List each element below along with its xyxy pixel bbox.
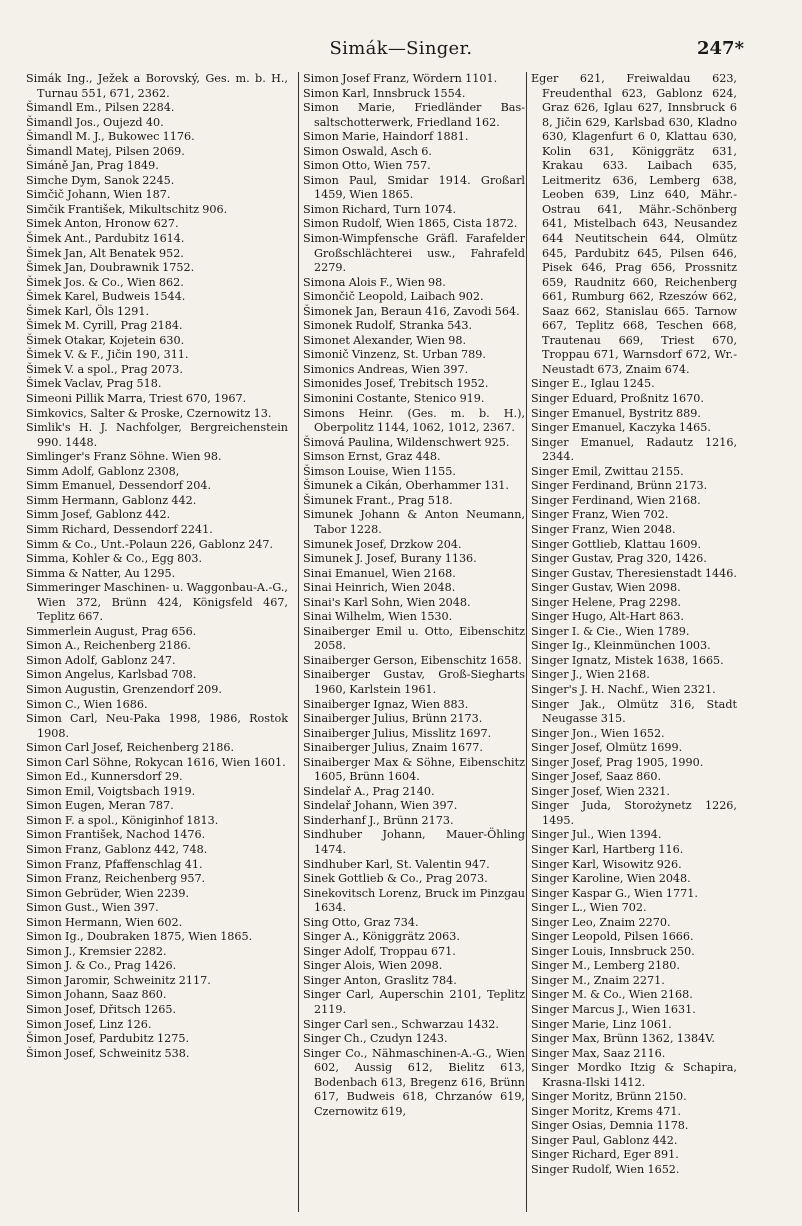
directory-entry: Singer Emil, Zwittau 2155.: [531, 464, 684, 478]
directory-entry: Simm Richard, Dessendorf 2241.: [26, 522, 213, 536]
directory-entry: Singer Ignatz, Mistek 1638, 1665.: [531, 653, 724, 667]
column-3: [526, 72, 737, 1212]
directory-entry: Singer Juda, Storożynetz 1226, 1495.: [531, 799, 737, 827]
directory-entry: Šimandl Jos., Oujezd 40.: [26, 115, 164, 129]
directory-entry: Simm & Co., Unt.-Polaun 226, Gablonz 247.: [26, 537, 274, 551]
directory-entry: Sinekovitsch Lorenz, Bruck im Pinzgau 1634.: [303, 886, 525, 915]
directory-entry: Simma & Natter, Au 1295.: [26, 566, 176, 580]
directory-entry: Šimek Jan, Alt Benatek 952.: [26, 246, 184, 260]
directory-entry: Šimon Josef, Pardubitz 1275.: [26, 1032, 190, 1046]
directory-entry: Šimek V. a spol., Prag 2073.: [26, 362, 183, 376]
directory-entry: Simon Marie, Friedländer Bas- saltschotterwerk, Friedland 162.: [303, 101, 525, 129]
directory-entry: Simon Carl Söhne, Rokycan 1616, Wien 1601.: [26, 755, 286, 769]
directory-entry: Simon Gebrüder, Wien 2239.: [26, 886, 190, 900]
directory-entry: Sindelař A., Prag 2140.: [303, 784, 435, 798]
directory-entry: Simlik's H. J. Nachfolger, Bergreichenstein 990. 1448.: [26, 421, 288, 449]
directory-entry: Simon Johann, Saaz 860.: [26, 988, 167, 1002]
directory-entry: Simkovics, Salter & Proske, Czernowitz 13.: [26, 406, 272, 420]
directory-entry: Simon A., Reichenberg 2186.: [26, 639, 191, 653]
directory-entry: Singer Josef, Wien 2321.: [531, 784, 670, 798]
directory-entry: Simon Eugen, Meran 787.: [26, 799, 174, 813]
directory-entry: Simm Adolf, Gablonz 2308,: [26, 464, 180, 478]
directory-entry: Šimek Ant., Pardubitz 1614.: [26, 232, 185, 246]
directory-entry: Simm Emanuel, Dessendorf 204.: [26, 479, 212, 493]
directory-entry: Simeoni Pillik Marra, Triest 670, 1967.: [26, 392, 247, 406]
directory-entry: Simonics Andreas, Wien 397.: [303, 362, 469, 376]
directory-entry: Simon Adolf, Gablonz 247.: [26, 653, 176, 667]
directory-entry: Singer Gottlieb, Klattau 1609.: [531, 537, 702, 551]
directory-entry: Sinai's Karl Sohn, Wien 2048.: [303, 595, 471, 609]
directory-entry: Simon Emil, Voigtsbach 1919.: [26, 784, 196, 798]
directory-entry: Simon C., Wien 1686.: [26, 697, 148, 711]
directory-entry: Singer Josef, Olmütz 1699.: [531, 741, 683, 755]
directory-entry: Simm Josef, Gablonz 442.: [26, 508, 171, 522]
directory-entry: Simlinger's Franz Söhne. Wien 98.: [26, 450, 222, 464]
directory-entry: Šimek Karel, Budweis 1544.: [26, 290, 186, 304]
directory-entry: Singer Eduard, Proßnitz 1670.: [531, 392, 704, 406]
directory-entry: Simunek Josef, Drzkow 204.: [303, 537, 462, 551]
directory-entry: Simonič Vinzenz, St. Urban 789.: [303, 348, 486, 362]
directory-entry: Šimek Karl, Öls 1291.: [26, 304, 150, 318]
directory-entry: Sinderhanf J., Brünn 2173.: [303, 813, 454, 827]
directory-entry: Šimonek Jan, Beraun 416, Zavodi 564.: [303, 304, 520, 318]
directory-entry: Simon Josef, Dřitsch 1265.: [26, 1003, 177, 1016]
directory-entry: Simonek Rudolf, Stranka 543.: [303, 319, 473, 333]
directory-entry: Sinaiberger Max & Söhne, Eibenschitz 1605, Brünn 1604.: [303, 755, 525, 784]
directory-entry: Eger 621, Freiwaldau 623, Freudenthal 623, Gablonz 624, Graz 626, Iglau 627, Innsbruck 6 8, Jičin 629, Karlsbad 630, Kladno 630, Klagenfurt 6 0, Klattau 630, Kolin 631, Königgrätz 631, Krakau 633. Laibach 635, Leitmeritz 636, Lemberg 638, Leoben 639, Linz 640, Mähr.-Ostrau 641, Mähr.-Schönberg 641, Mistelbach 643, Neusandez 644 Neutitschein 644, Olmütz 645, Pardubitz 645, Pilsen 646, Pisek 646, Prag 656, Prossnitz 659, Raudnitz 660, Reichenberg 661, Rumburg 662, Rzeszów 662, Saaz 662, Stanislau 665. Tarnow 667, Teplitz 668, Teschen 668, Trautenau 669, Triest 670, Troppau 671, Warnsdorf 672, Wr.-Neustadt 673, Znaim 674.: [531, 72, 737, 376]
directory-entry: Šimson Louise, Wien 1155.: [303, 464, 456, 478]
directory-entry: Sindhuber Karl, St. Valentin 947.: [303, 857, 490, 871]
directory-entry: Simon Jaromir, Schweinitz 2117.: [26, 973, 211, 987]
directory-entry: Singer Mordko Itzig & Schapira, Krasna-Ilski 1412.: [531, 1061, 737, 1089]
directory-entry: Šimek Vaclav, Prag 518.: [26, 377, 162, 391]
directory-entry: Šimunek a Cikán, Oberhammer 131.: [303, 479, 509, 493]
directory-entry: Simon J. & Co., Prag 1426.: [26, 959, 177, 973]
directory-entry: Singer Karl, Hartberg 116.: [531, 842, 684, 856]
directory-entry: Simák Ing., Ježek a Borovský, Ges. m. b. H., Turnau 551, 671, 2362.: [26, 72, 288, 100]
directory-entry: Singer Hugo, Alt-Hart 863.: [531, 610, 684, 624]
directory-entry: Simon F. a spol., Königinhof 1813.: [26, 813, 219, 827]
directory-entry: Singer Emanuel, Bystritz 889.: [531, 406, 701, 420]
directory-entry: Simčič Johann, Wien 187.: [26, 188, 171, 202]
directory-entry: Singer Carl, Auperschin 2101, Teplitz 2119.: [303, 988, 525, 1016]
directory-entry: Singer Ig., Kleinmünchen 1003.: [531, 639, 711, 653]
directory-entry: Simon Oswald, Asch 6.: [303, 144, 432, 158]
directory-entry: Singer Moritz, Krems 471.: [531, 1104, 681, 1118]
directory-entry: Singer Rudolf, Wien 1652.: [531, 1163, 680, 1177]
directory-entry: Simonet Alexander, Wien 98.: [303, 333, 467, 347]
directory-entry: Simon J., Kremsier 2282.: [26, 944, 167, 958]
directory-entry: Singer Helene, Prag 2298.: [531, 595, 682, 609]
directory-entry: Simona Alois F., Wien 98.: [303, 275, 446, 289]
directory-entry: Simunek J. Josef, Burany 1136.: [303, 552, 477, 566]
directory-entry: Simon Josef Franz, Wördern 1101.: [303, 72, 498, 85]
directory-entry: Simons Heinr. (Ges. m. b. H.), Oberpolitz 1144, 1062, 1012, 2367.: [303, 406, 525, 435]
directory-entry: Simon Angelus, Karlsbad 708.: [26, 668, 197, 682]
directory-entry: Simon Ed., Kunnersdorf 29.: [26, 770, 183, 784]
directory-entry: Singer Max, Saaz 2116.: [531, 1046, 666, 1060]
directory-entry: Singer Alois, Wien 2098.: [303, 959, 443, 973]
directory-entry: Šimek Jos. & Co., Wien 862.: [26, 275, 184, 289]
directory-entry: Sinai Heinrich, Wien 2048.: [303, 581, 456, 595]
directory-entry: Singer Max, Brünn 1362, 1384V.: [531, 1032, 715, 1046]
directory-entry: Sinaiberger Gustav, Groß-Siegharts 1960, Karlstein 1961.: [303, 668, 525, 696]
directory-entry: Simáně Jan, Prag 1849.: [26, 159, 159, 173]
directory-entry: Singer Adolf, Troppau 671.: [303, 944, 456, 958]
directory-entry: Šimon Josef, Schweinitz 538.: [26, 1046, 190, 1060]
directory-entry: Singer I. & Cie., Wien 1789.: [531, 624, 690, 638]
directory-entry: Simon Rudolf, Wien 1865, Cista 1872.: [303, 217, 518, 231]
directory-entry: Singer Marcus J., Wien 1631.: [531, 1003, 696, 1016]
directory-entry: Simčik František, Mikultschitz 906.: [26, 202, 228, 216]
directory-entry: Singer's J. H. Nachf., Wien 2321.: [531, 682, 716, 696]
directory-entry: Simma, Kohler & Co., Egg 803.: [26, 552, 203, 566]
directory-entry: Singer M., Lemberg 2180.: [531, 959, 680, 973]
column-1: [26, 72, 288, 1212]
page-number: 247*: [697, 38, 744, 59]
directory-entry: Šimandl Em., Pilsen 2284.: [26, 101, 175, 115]
directory-entry: Singer Franz, Wien 2048.: [531, 522, 676, 536]
directory-entry: Simon Carl, Neu-Paka 1998, 1986, Rostok 1908.: [26, 712, 288, 740]
directory-entry: Simončič Leopold, Laibach 902.: [303, 290, 484, 304]
directory-entry: Singer Gustav, Theresienstadt 1446.: [531, 566, 737, 580]
directory-entry: Simon Hermann, Wien 602.: [26, 915, 183, 929]
directory-entry: Simon Richard, Turn 1074.: [303, 202, 457, 216]
directory-entry: Sinaiberger Emil u. Otto, Eibenschitz 2058.: [303, 624, 525, 653]
directory-entry: Singer Jul., Wien 1394.: [531, 828, 662, 842]
directory-entry: Sinaiberger Ignaz, Wien 883.: [303, 697, 469, 711]
directory-entry: Singer Gustav, Prag 320, 1426.: [531, 552, 707, 566]
directory-entry: Simon Josef, Linz 126.: [26, 1017, 152, 1031]
directory-entry: Singer Co., Nähmaschinen-A.-G., Wien 602, Aussig 612, Bielitz 613, Bodenbach 613, Bregenz 616, Brünn 617, Budweis 618, Chrzanów 619, Czernowitz 619,: [303, 1046, 525, 1118]
page-header: [0, 38, 802, 64]
directory-entry: Šimek Jan, Doubrawnik 1752.: [26, 261, 195, 275]
directory-entry: Simon Franz, Gablonz 442, 748.: [26, 842, 208, 856]
directory-entry: Sinek Gottlieb & Co., Prag 2073.: [303, 872, 488, 886]
directory-entry: Singer M., Znaim 2271.: [531, 973, 665, 987]
directory-entry: Sindhuber Johann, Mauer-Öhling 1474.: [303, 828, 525, 856]
directory-entry: Simon František, Nachod 1476.: [26, 828, 206, 842]
directory-entry: Šimandl M. J., Bukowec 1176.: [26, 130, 195, 144]
directory-entry: Sinaiberger Julius, Znaim 1677.: [303, 741, 483, 755]
directory-entry: Simon Paul, Smidar 1914. Großarl 1459, Wien 1865.: [303, 173, 525, 202]
directory-entry: Singer Emanuel, Kaczyka 1465.: [531, 421, 711, 435]
page-title: Simák—Singer.: [329, 38, 473, 59]
directory-entry: Singer Louis, Innsbruck 250.: [531, 944, 695, 958]
directory-entry: Singer A., Königgrätz 2063.: [303, 930, 460, 944]
directory-entry: Singer Anton, Graslitz 784.: [303, 973, 457, 987]
directory-entry: Singer Richard, Eger 891.: [531, 1148, 679, 1162]
directory-entry: Simon Otto, Wien 757.: [303, 159, 431, 173]
directory-entry: Šimek Otakar, Kojetein 630.: [26, 333, 185, 347]
directory-entry: Singer Marie, Linz 1061.: [531, 1017, 672, 1031]
directory-entry: Simche Dym, Sanok 2245.: [26, 173, 175, 187]
directory-entry: Simmeringer Maschinen- u. Waggonbau-A.-G., Wien 372, Brünn 424, Königsfeld 467, Teplitz 667.: [26, 581, 288, 624]
directory-entry: Sinaiberger Julius, Brünn 2173.: [303, 712, 483, 726]
directory-entry: Singer Kaspar G., Wien 1771.: [531, 886, 698, 900]
directory-entry: Singer Josef, Prag 1905, 1990.: [531, 755, 704, 769]
directory-entry: Šimek M. Cyrill, Prag 2184.: [26, 319, 183, 333]
directory-entry: Singer L., Wien 702.: [531, 901, 647, 915]
directory-entry: Singer Emanuel, Radautz 1216, 2344.: [531, 435, 737, 464]
directory-entry: Šimek V. & F., Jičin 190, 311.: [26, 348, 189, 362]
directory-entry: Simunek Johann & Anton Neumann, Tabor 1228.: [303, 508, 525, 536]
directory-entry: Singer J., Wien 2168.: [531, 668, 650, 682]
directory-entry: Sinai Wilhelm, Wien 1530.: [303, 610, 453, 624]
directory-entry: Singer Leopold, Pilsen 1666.: [531, 930, 694, 944]
directory-entry: Singer E., Iglau 1245.: [531, 377, 655, 391]
directory-entry: Simon Augustin, Grenzendorf 209.: [26, 682, 222, 696]
directory-entry: Sindelař Johann, Wien 397.: [303, 799, 458, 813]
directory-entry: Sinaiberger Gerson, Eibenschitz 1658.: [303, 653, 522, 667]
directory-entry: Simon Carl Josef, Reichenberg 2186.: [26, 741, 235, 755]
directory-entry: Singer Franz, Wien 702.: [531, 508, 669, 522]
directory-entry: Singer Karl, Wisowitz 926.: [531, 857, 682, 871]
directory-entry: Singer Gustav, Wien 2098.: [531, 581, 681, 595]
directory-entry: Simonides Josef, Trebitsch 1952.: [303, 377, 489, 391]
directory-entry: Simonini Costante, Stenico 919.: [303, 392, 485, 406]
directory-entry: Sinai Emanuel, Wien 2168.: [303, 566, 456, 580]
directory-entry: Singer Osias, Demnia 1178.: [531, 1119, 689, 1133]
directory-entry: Simon-Wimpfensche Gräfl. Farafelder Großschlächterei usw., Fahrafeld 2279.: [303, 232, 525, 275]
directory-entry: Simon Marie, Haindorf 1881.: [303, 130, 469, 144]
directory-entry: Singer Moritz, Brünn 2150.: [531, 1090, 687, 1104]
directory-entry: Singer Ferdinand, Brünn 2173.: [531, 479, 708, 493]
directory-entry: Simson Ernst, Graz 448.: [303, 450, 441, 464]
directory-entry: Singer Paul, Gablonz 442.: [531, 1133, 678, 1147]
directory-entry: Šimová Paulina, Wildenschwert 925.: [303, 435, 510, 449]
directory-entry: Singer Jon., Wien 1652.: [531, 726, 665, 740]
directory-entry: Simek Anton, Hronow 627.: [26, 217, 179, 231]
column-2: [298, 72, 525, 1212]
directory-entry: Šimunek Frant., Prag 518.: [303, 493, 453, 507]
directory-entry: Singer Ch., Czudyn 1243.: [303, 1032, 448, 1046]
directory-entry: Sing Otto, Graz 734.: [303, 915, 419, 929]
directory-entry: Sinaiberger Julius, Misslitz 1697.: [303, 726, 492, 740]
directory-entry: Simm Hermann, Gablonz 442.: [26, 493, 197, 507]
directory-entry: Simmerlein August, Prag 656.: [26, 624, 197, 638]
directory-entry: Simon Karl, Innsbruck 1554.: [303, 86, 466, 100]
directory-entry: Simon Franz, Pfaffenschlag 41.: [26, 857, 203, 871]
directory-entry: Singer Leo, Znaim 2270.: [531, 915, 671, 929]
directory-entry: Simon Ig., Doubraken 1875, Wien 1865.: [26, 930, 253, 944]
directory-entry: Singer Ferdinand, Wien 2168.: [531, 493, 701, 507]
directory-columns: [26, 72, 736, 1212]
directory-entry: Simon Gust., Wien 397.: [26, 901, 159, 915]
directory-entry: Singer Josef, Saaz 860.: [531, 770, 662, 784]
directory-entry: Singer M. & Co., Wien 2168.: [531, 988, 693, 1002]
directory-entry: Singer Carl sen., Schwarzau 1432.: [303, 1017, 499, 1031]
directory-entry: Singer Karoline, Wien 2048.: [531, 872, 691, 886]
directory-entry: Singer Jak., Olmütz 316, Stadt Neugasse 315.: [531, 697, 737, 726]
directory-entry: Simon Franz, Reichenberg 957.: [26, 872, 206, 886]
directory-entry: Šimandl Matej, Pilsen 2069.: [26, 144, 185, 158]
